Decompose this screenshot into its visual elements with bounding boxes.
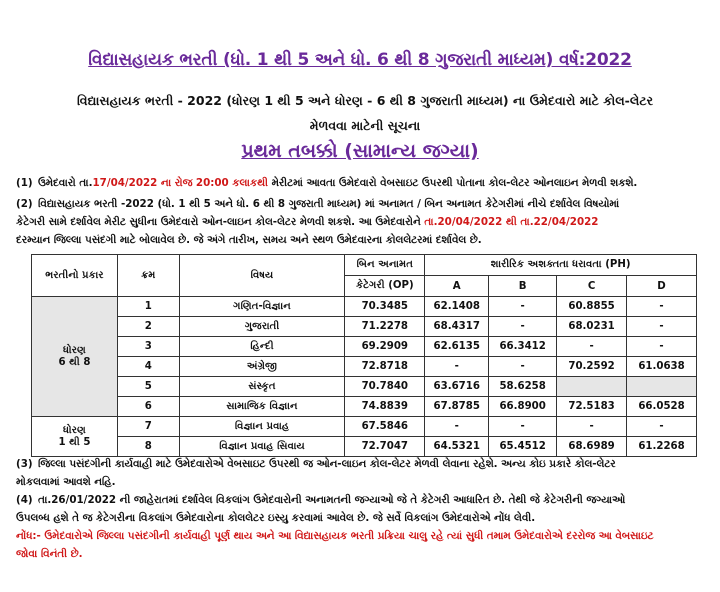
note-5-line-1: નોંધ:- ઉમેદવારોએ જિલ્લા પસંદગીની કાર્યવાહી પૂર્ણ થાય અને આ વિદ્યાસહાયક ભરતી પ્રક્રિયા ચાલુ રહે ત્યાં સુધી તમામ ઉમેદવારોએ દરરોજ આ વેબસાઇટ xyxy=(16,530,654,542)
note-4-line-1: તા.26/01/2022 ની જાહેરાતમાં દર્શાવેલ વિકલાંગ ઉમેદવારોની અનામતની જગ્યાઓ જે તે કેટેગરી આધારિત છે. તેથી જે કેટેગરીની જગ્યાઓ xyxy=(38,494,626,506)
note-3-number: (3) xyxy=(16,458,33,470)
group-1-5-line-1: ધોરણ xyxy=(63,424,86,436)
row-d: - xyxy=(627,297,697,317)
note-3 xyxy=(16,455,714,491)
note-2-date: તા.20/04/2022 થી તા.22/04/2022 xyxy=(424,216,599,228)
group-6-8-cell xyxy=(32,297,118,417)
header-sr: ક્રમ xyxy=(117,255,179,297)
row-d: 61.0638 xyxy=(627,357,697,377)
row-d: 61.2268 xyxy=(627,437,697,457)
note-4-number: (4) xyxy=(16,494,33,506)
header-open-line-1: બિન અનામત xyxy=(345,255,425,276)
note-1-pre: ઉમેદવારો તા. xyxy=(38,177,93,189)
header-a: A xyxy=(425,276,489,297)
row-a: - xyxy=(425,357,489,377)
table-row xyxy=(32,437,697,457)
row-subject: વિજ્ઞાન પ્રવાહ સિવાય xyxy=(179,437,345,457)
note-2-number: (2) xyxy=(16,198,33,210)
row-b: 66.8900 xyxy=(489,397,557,417)
subtitle-line-2: મેળવવા માટેની સૂચના xyxy=(309,118,421,133)
row-c: 72.5183 xyxy=(557,397,627,417)
row-subject: હિન્દી xyxy=(179,337,345,357)
row-b: - xyxy=(489,297,557,317)
note-4-line-2: ઉપલબ્ધ હશે તે જ કેટેગરીના વિકલાંગ ઉમેદવારોના કોલલેટર ઇસ્યુ કરવામાં આવેલ છે. જે સર્વે વિકલાંગ ઉમેદવારોએ નોંધ લેવી. xyxy=(16,512,536,524)
row-b: - xyxy=(489,317,557,337)
row-d: 66.0528 xyxy=(627,397,697,417)
page-subtitle xyxy=(20,88,710,138)
row-a: 63.6716 xyxy=(425,377,489,397)
row-sr: 6 xyxy=(117,397,179,417)
row-d: - xyxy=(627,317,697,337)
row-op: 72.7047 xyxy=(345,437,425,457)
row-sr: 4 xyxy=(117,357,179,377)
table-row xyxy=(32,357,697,377)
row-sr: 8 xyxy=(117,437,179,457)
row-d: - xyxy=(627,337,697,357)
row-a: 62.6135 xyxy=(425,337,489,357)
row-b: - xyxy=(489,357,557,377)
phase-heading: પ્રથમ તબક્કો (સામાન્ય જગ્યા) xyxy=(241,140,479,162)
header-d: D xyxy=(627,276,697,297)
table-row xyxy=(32,337,697,357)
row-subject: ગુજરાતી xyxy=(179,317,345,337)
row-subject: સામાજિક વિજ્ઞાન xyxy=(179,397,345,417)
group-1-5-line-2: 1 થી 5 xyxy=(58,436,91,448)
header-c: C xyxy=(557,276,627,297)
row-c xyxy=(557,377,627,397)
row-b: 66.3412 xyxy=(489,337,557,357)
row-subject: ગણિત-વિજ્ઞાન xyxy=(179,297,345,317)
row-op: 70.7840 xyxy=(345,377,425,397)
row-b: - xyxy=(489,417,557,437)
header-subject: વિષય xyxy=(179,255,345,297)
row-op: 71.2278 xyxy=(345,317,425,337)
note-5-line-2: જોવા વિનંતી છે. xyxy=(16,548,83,560)
note-4 xyxy=(16,491,714,527)
note-1-post: મેરીટમાં આવતા ઉમેદવારો વેબસાઇટ ઉપરથી પોતાના કોલ-લેટર ઓનલાઇન મેળવી શકશે. xyxy=(267,177,638,189)
group-6-8-line-1: ધોરણ xyxy=(63,344,86,356)
row-c: - xyxy=(557,337,627,357)
header-ph: શારીરિક અશક્તતા ધરાવતા (PH) xyxy=(425,255,697,276)
row-d xyxy=(627,377,697,397)
row-c: - xyxy=(557,417,627,437)
note-3-line-1: જિલ્લા પસંદગીની કાર્યવાહી માટે ઉમેદવારોએ વેબસાઇટ ઉપરથી જ ઓન-લાઇન કોલ-લેટર મેળવી લેવાના રહેશે. અન્ય કોઇ પ્રકારે કોલ-લેટર xyxy=(38,458,616,470)
row-op: 69.2909 xyxy=(345,337,425,357)
row-sr: 7 xyxy=(117,417,179,437)
group-1-5-cell xyxy=(32,417,118,457)
row-c: 60.8855 xyxy=(557,297,627,317)
row-sr: 1 xyxy=(117,297,179,317)
row-sr: 5 xyxy=(117,377,179,397)
table-row xyxy=(32,297,697,317)
note-3-line-2: મોકલવામાં આવશે નહિ. xyxy=(16,476,116,488)
table-row xyxy=(32,397,697,417)
row-a: 67.8785 xyxy=(425,397,489,417)
merit-table xyxy=(31,254,697,457)
note-2-line-1: વિદ્યાસહાયક ભરતી -2022 (ધો. 1 થી 5 અને ધો. 6 થી 8 ગુજરાતી માધ્યમ) માં અનામત / બિન અનામત કેટેગરીમાં નીચે દર્શાવેલ વિષયોમાં xyxy=(38,198,620,210)
row-op: 70.3485 xyxy=(345,297,425,317)
row-subject: વિજ્ઞાન પ્રવાહ xyxy=(179,417,345,437)
note-2-line-2: કેટેગરી સામે દર્શાવેલ મેરીટ સુધીના ઉમેદવારો ઓન-લાઇન કોલ-લેટર મેળવી શકશે. આ ઉમેદવારોને xyxy=(16,216,425,228)
table-row xyxy=(32,377,697,397)
header-b: B xyxy=(489,276,557,297)
row-a: 62.1408 xyxy=(425,297,489,317)
row-sr: 3 xyxy=(117,337,179,357)
group-6-8-line-2: 6 થી 8 xyxy=(58,356,91,368)
note-1-date: 17/04/2022 ના રોજ 20:00 કલાકથી xyxy=(92,177,268,189)
page-title: વિદ્યાસહાયક ભરતી (ધો. 1 થી 5 અને ધો. 6 થી 8 ગુજરાતી માધ્યમ) વર્ષ:2022 xyxy=(88,50,632,70)
table-row xyxy=(32,317,697,337)
row-b: 58.6258 xyxy=(489,377,557,397)
row-subject: સંસ્કૃત xyxy=(179,377,345,397)
row-c: 70.2592 xyxy=(557,357,627,377)
table-row xyxy=(32,417,697,437)
header-open-line-2: કેટેગરી (OP) xyxy=(345,276,425,297)
row-a: 68.4317 xyxy=(425,317,489,337)
row-subject: અંગ્રેજી xyxy=(179,357,345,377)
header-type: ભરતીનો પ્રકાર xyxy=(32,255,118,297)
row-a: - xyxy=(425,417,489,437)
note-2-line-3: દરમ્યાન જિલ્લા પસંદગી માટે બોલાવેલ છે. જે અંગે તારીખ, સમય અને સ્થળ ઉમેદવારના કોલલેટરમાં દર્શાવેલ છે. xyxy=(16,234,482,246)
row-op: 72.8718 xyxy=(345,357,425,377)
row-op: 67.5846 xyxy=(345,417,425,437)
note-1 xyxy=(16,174,714,192)
note-1-number: (1) xyxy=(16,177,33,189)
row-c: 68.0231 xyxy=(557,317,627,337)
row-d: - xyxy=(627,417,697,437)
subtitle-line-1: વિદ્યાસહાયક ભરતી - 2022 (ધોરણ 1 થી 5 અને ધોરણ - 6 થી 8 ગુજરાતી માધ્યમ) ના ઉમેદવારો માટે કોલ-લેટર xyxy=(76,93,654,108)
note-2 xyxy=(16,195,714,249)
row-op: 74.8839 xyxy=(345,397,425,417)
note-5 xyxy=(16,527,714,563)
row-c: 68.6989 xyxy=(557,437,627,457)
row-a: 64.5321 xyxy=(425,437,489,457)
row-sr: 2 xyxy=(117,317,179,337)
row-b: 65.4512 xyxy=(489,437,557,457)
